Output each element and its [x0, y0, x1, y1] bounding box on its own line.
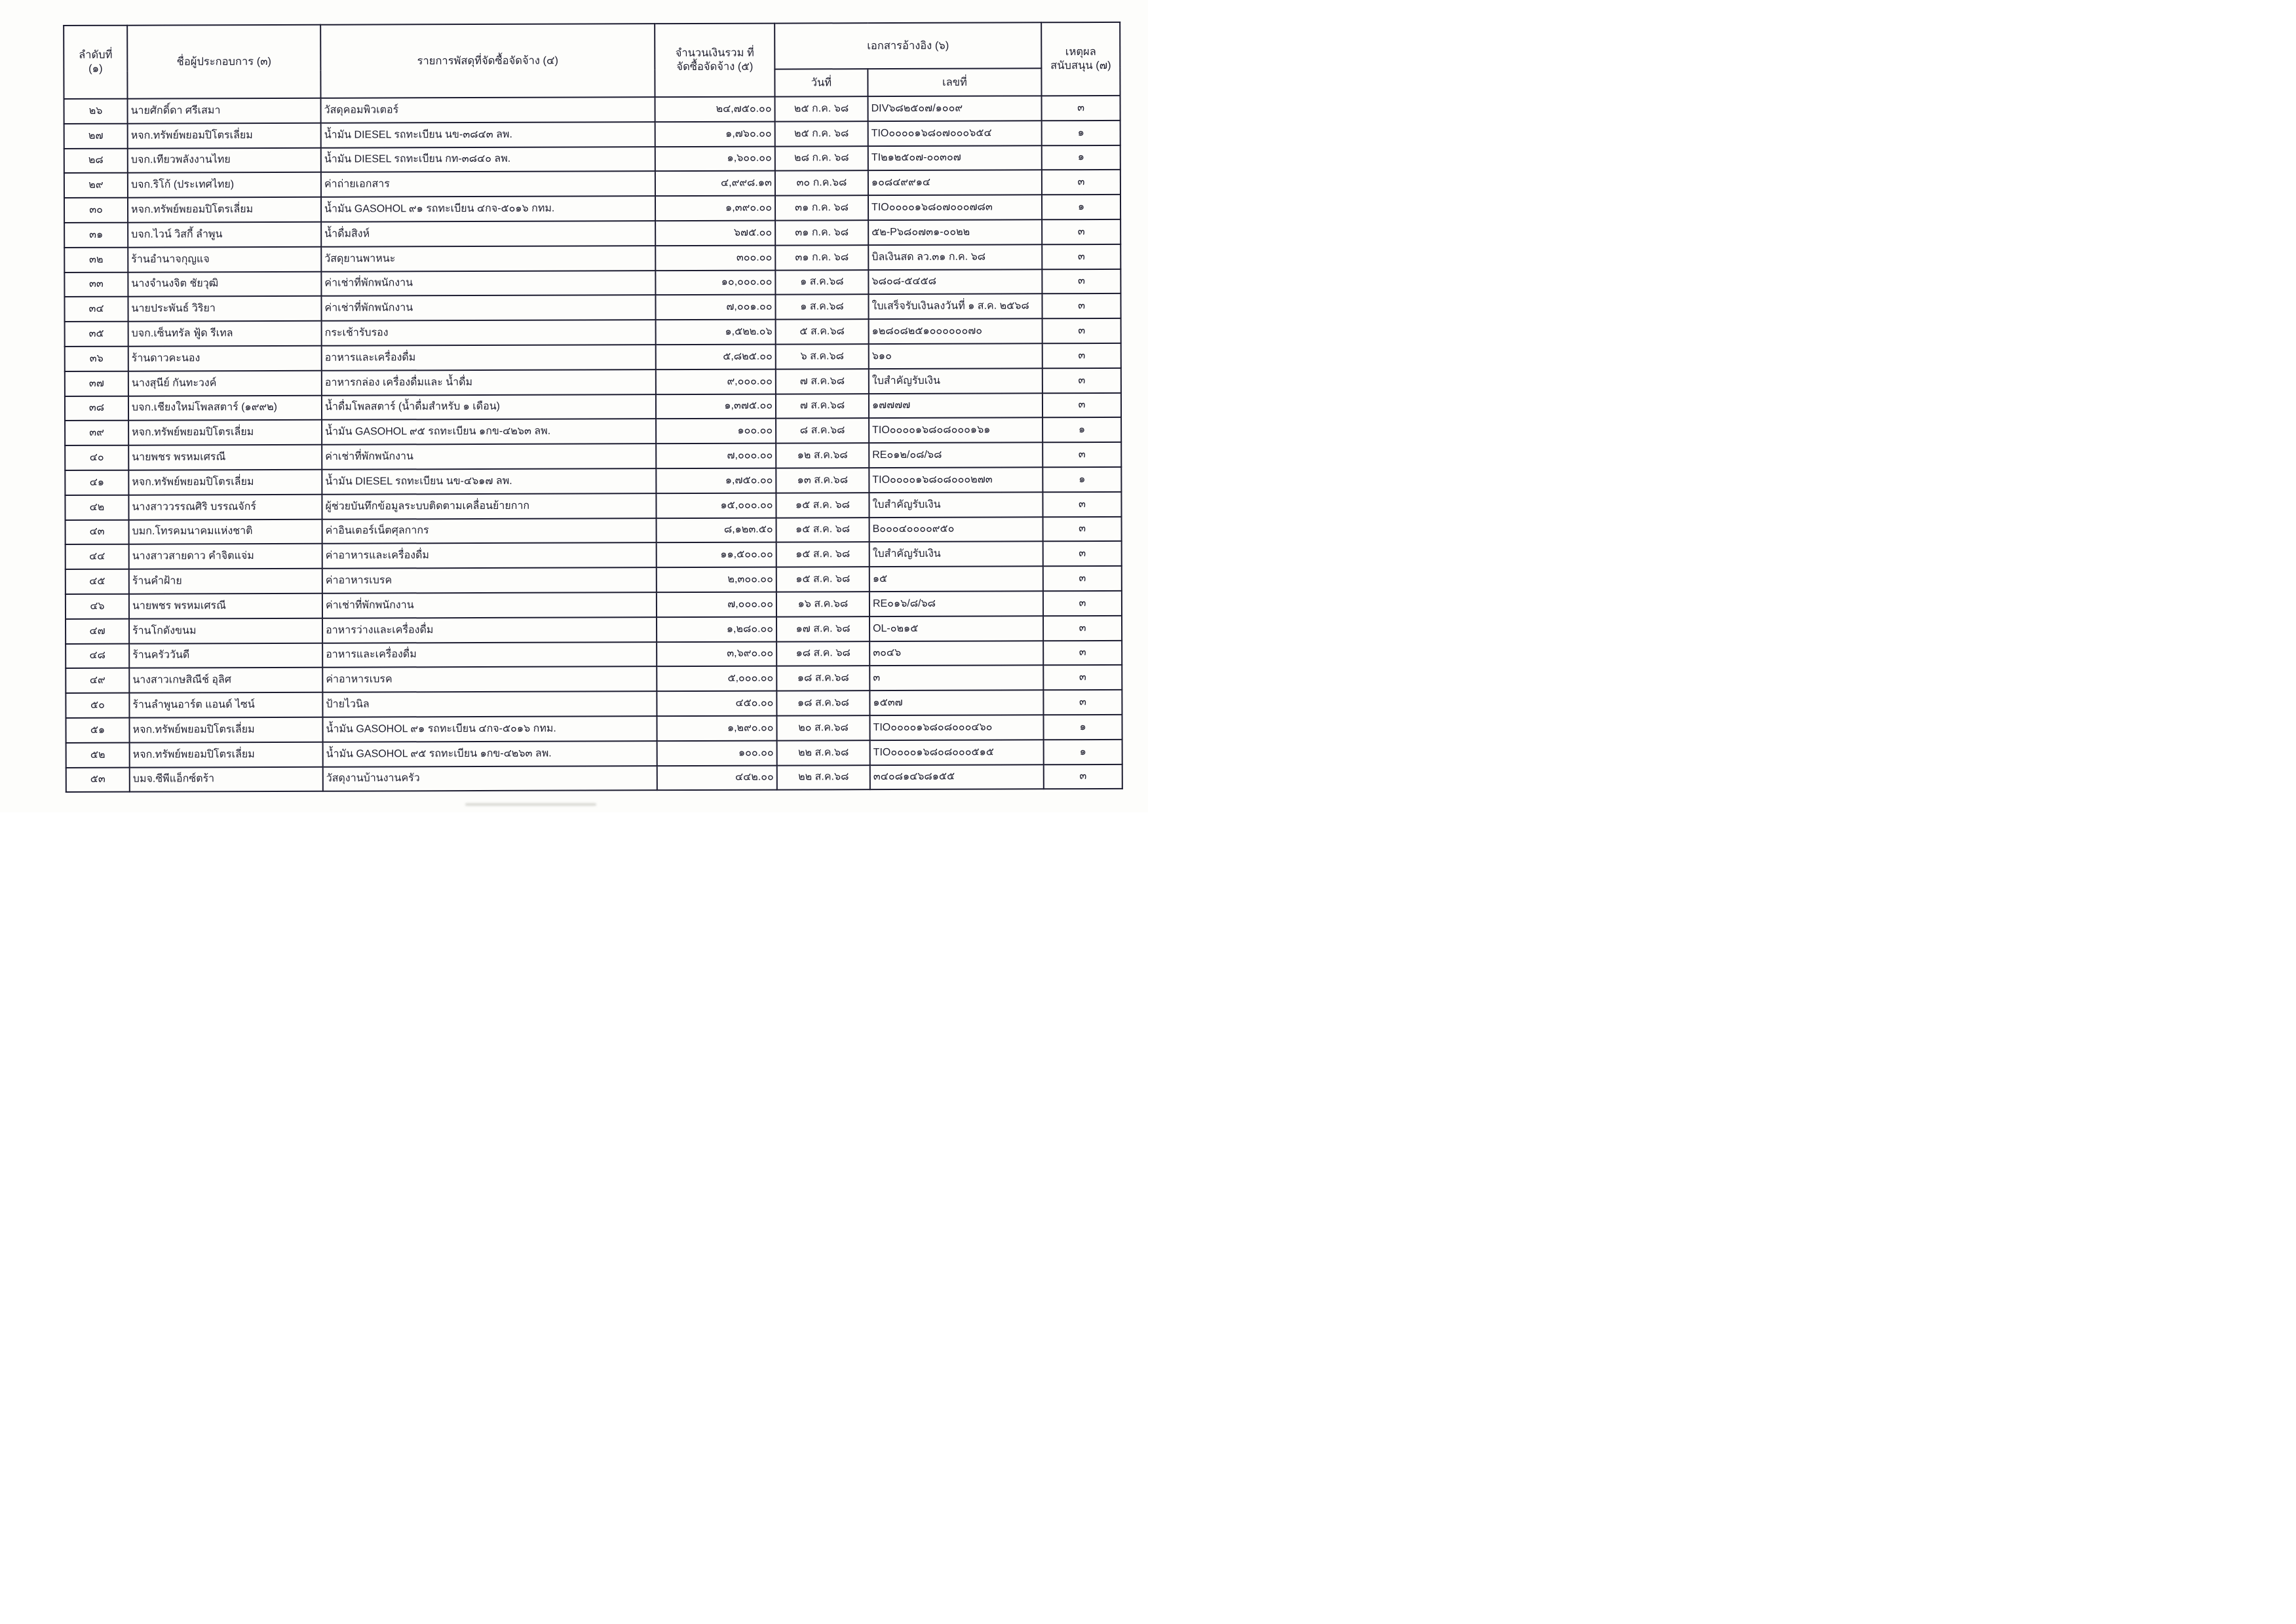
cell-reference-number: B๐๐๐๔๐๐๐๐๙๕๐ [870, 517, 1043, 542]
procurement-table-sheet [63, 22, 1123, 793]
cell-item-description: น้ำมัน GASOHOL ๙๕ รถทะเบียน ๑กข-๔๒๖๓ ลพ. [322, 419, 656, 445]
cell-order-number: ๔๘ [66, 643, 129, 668]
cell-amount: ๓,๖๙๐.๐๐ [657, 641, 776, 666]
cell-reference-date: ๒๘ ก.ค. ๖๘ [775, 146, 868, 171]
cell-reason: ๓ [1042, 96, 1120, 121]
cell-reference-number: บิลเงินสด ลว.๓๑ ก.ค. ๖๘ [868, 244, 1042, 270]
cell-vendor-name: บมจ.ซีพีแอ็กซ์ตร้า [130, 766, 323, 792]
cell-order-number: ๓๑ [64, 223, 128, 248]
cell-reference-number: ๖๑๐ [869, 343, 1043, 369]
cell-reason: ๓ [1044, 764, 1122, 789]
cell-reference-date: ๗ ส.ค.๖๘ [776, 369, 869, 394]
cell-item-description: ค่าอาหารเบรค [322, 567, 657, 593]
cell-amount: ๔๔๒.๐๐ [657, 765, 777, 790]
header-reference-date: วันที่ [775, 69, 868, 96]
cell-reference-date: ๒๒ ส.ค.๖๘ [777, 740, 870, 765]
table-row [66, 740, 1122, 768]
cell-reference-date: ๒๕ ก.ค. ๖๘ [775, 96, 868, 121]
cell-item-description: น้ำมัน GASOHOL ๙๕ รถทะเบียน ๑กข-๔๒๖๓ ลพ. [323, 741, 657, 766]
cell-vendor-name: นายพชร พรหมเศรณี [128, 445, 322, 470]
cell-reason: ๑ [1043, 467, 1121, 492]
table-row [64, 244, 1120, 273]
cell-reference-number: ๑๗๗๗๗ [869, 393, 1043, 419]
cell-reason: ๓ [1043, 640, 1122, 665]
cell-amount: ๑,๒๘๐.๐๐ [657, 616, 776, 641]
cell-vendor-name: นายศักดิ์ดา ศรีเสมา [128, 98, 321, 124]
cell-reference-date: ๑๕ ส.ค. ๖๘ [776, 567, 870, 592]
cell-reason: ๓ [1043, 318, 1121, 343]
table-row [64, 96, 1120, 124]
cell-vendor-name: นายพชร พรหมเศรณี [129, 594, 322, 619]
cell-order-number: ๓๒ [64, 247, 128, 272]
cell-reference-date: ๑๖ ส.ค.๖๘ [776, 592, 870, 616]
cell-item-description: อาหารและเครื่องดื่ม [322, 642, 657, 668]
cell-order-number: ๕๓ [66, 767, 130, 792]
cell-reason: ๓ [1043, 616, 1122, 641]
cell-reference-date: ๘ ส.ค.๖๘ [776, 419, 869, 444]
cell-reference-number: ๓๐๔๖ [870, 641, 1043, 666]
cell-amount: ๑๐๐.๐๐ [657, 740, 777, 765]
cell-item-description: วัสดุงานบ้านงานครัว [323, 766, 657, 791]
cell-order-number: ๕๐ [66, 693, 129, 718]
cell-order-number: ๕๑ [66, 718, 129, 743]
cell-reference-number: TIO๐๐๐๐๑๖๘๐๘๐๐๐๒๗๓ [869, 467, 1043, 493]
cell-item-description: ค่าเช่าที่พักพนักงาน [321, 295, 655, 321]
cell-reason: ๓ [1042, 244, 1120, 269]
cell-reason: ๓ [1043, 591, 1122, 616]
cell-vendor-name: บจก.ไวน์ วิสกี้ ลำพูน [128, 222, 321, 248]
cell-amount: ๔,๙๙๘.๑๓ [655, 171, 775, 196]
cell-item-description: น้ำดื่มโพลสตาร์ (น้ำดื่มสำหรับ ๑ เดือน) [322, 394, 656, 420]
cell-order-number: ๓๔ [64, 297, 128, 322]
cell-item-description: ค่าเช่าที่พักพนักงาน [322, 592, 657, 618]
table-row [65, 343, 1121, 371]
cell-reference-date: ๑ ส.ค.๖๘ [775, 270, 868, 295]
cell-vendor-name: ร้านลำพูนอาร์ต แอนด์ ไซน์ [129, 692, 322, 718]
table-row [66, 591, 1122, 619]
cell-item-description: ค่าอินเตอร์เน็ตศุลกากร [322, 518, 657, 544]
cell-reference-number: TIO๐๐๐๐๑๖๘๐๗๐๐๐๗๘๓ [868, 195, 1042, 220]
cell-item-description: ค่าถ่ายเอกสาร [321, 172, 655, 197]
cell-amount: ๑,๗๖๐.๐๐ [655, 121, 775, 146]
cell-item-description: น้ำมัน DIESEL รถทะเบียน นข-๓๘๔๓ ลพ. [321, 122, 655, 147]
cell-reference-number: ใบสำคัญรับเงิน [869, 368, 1043, 394]
cell-vendor-name: นางสาววรรณศิริ บรรณจักร์ [128, 495, 322, 520]
cell-order-number: ๒๙ [64, 173, 128, 198]
cell-vendor-name: นางจำนงจิต ชัยวุฒิ [128, 271, 321, 297]
cell-reason: ๑ [1042, 121, 1120, 145]
cell-reference-number: ๑๕ [870, 566, 1043, 592]
header-vendor-name: ชื่อผู้ประกอบการ (๓) [127, 25, 320, 99]
table-row [64, 145, 1120, 174]
cell-reason: ๑ [1042, 145, 1120, 170]
table-row [64, 219, 1120, 248]
cell-reference-date: ๓๑ ก.ค. ๖๘ [775, 220, 868, 245]
cell-amount: ๑๑,๕๐๐.๐๐ [657, 542, 776, 567]
scanned-document-page [0, 0, 1148, 812]
table-row [64, 195, 1120, 223]
cell-amount: ๑,๓๙๐.๐๐ [655, 196, 775, 221]
table-row [66, 640, 1122, 668]
cell-reference-number: OL-๐๒๑๕ [870, 616, 1043, 641]
table-row [65, 467, 1121, 495]
cell-reference-date: ๒๐ ส.ค.๖๘ [776, 715, 870, 740]
cell-vendor-name: ร้านครัววันดี [129, 643, 322, 668]
cell-item-description: ค่าเช่าที่พักพนักงาน [322, 444, 656, 469]
cell-amount: ๗,๐๐๑.๐๐ [655, 295, 775, 320]
cell-vendor-name: ร้านโกดังขนม [129, 618, 322, 643]
header-item-description: รายการพัสดุที่จัดซื้อจัดจ้าง (๔) [320, 24, 655, 98]
cell-vendor-name: นางสาวสายดาว คำจิตแจ่ม [129, 544, 322, 569]
cell-reason: ๓ [1042, 293, 1120, 318]
cell-vendor-name: นายประพันธ์ วิริยา [128, 296, 321, 322]
cell-reference-number: ใบสำคัญรับเงิน [870, 542, 1043, 567]
cell-item-description: น้ำมัน GASOHOL ๙๑ รถทะเบียน ๔กจ-๕๐๑๖ กทม. [322, 716, 657, 742]
cell-reference-date: ๑๕ ส.ค. ๖๘ [776, 542, 870, 567]
cell-order-number: ๔๒ [65, 495, 128, 519]
cell-amount: ๙,๐๐๐.๐๐ [656, 369, 776, 394]
cell-order-number: ๓๓ [64, 272, 128, 297]
cell-amount: ๑๐๐.๐๐ [656, 419, 776, 444]
cell-amount: ๓๐๐.๐๐ [655, 245, 775, 270]
cell-amount: ๘,๑๒๓.๕๐ [657, 518, 776, 542]
cell-reason: ๓ [1043, 516, 1122, 541]
cell-reference-date: ๗ ส.ค.๖๘ [776, 394, 869, 419]
cell-amount: ๑,๓๗๕.๐๐ [656, 394, 776, 419]
cell-amount: ๔๕๐.๐๐ [657, 691, 776, 716]
cell-item-description: ค่าอาหารเบรค [322, 666, 657, 692]
header-total-amount: จำนวนเงินรวม ที่ จัดซื้อจัดจ้าง (๕) [655, 24, 775, 98]
cell-reference-date: ๓๑ ก.ค. ๖๘ [775, 245, 868, 270]
cell-order-number: ๔๓ [66, 519, 129, 544]
cell-item-description: ป้ายไวนิล [322, 691, 657, 717]
cell-reason: ๓ [1043, 541, 1122, 566]
cell-item-description: วัสดุยานพาหนะ [321, 246, 655, 271]
cell-reason: ๓ [1043, 368, 1121, 393]
table-row [66, 566, 1122, 594]
cell-reason: ๓ [1043, 566, 1122, 591]
cell-vendor-name: หจก.ทรัพย์พยอมปิโตรเลี่ยม [129, 717, 322, 743]
cell-order-number: ๔๗ [66, 618, 129, 643]
cell-vendor-name: ร้านคำฝ้าย [129, 569, 322, 594]
table-row [65, 442, 1121, 470]
cell-amount: ๖๗๕.๐๐ [655, 221, 775, 246]
cell-reference-date: ๑๘ ส.ค.๖๘ [776, 690, 870, 715]
cell-reason: ๑ [1043, 715, 1122, 740]
cell-amount: ๒๔,๗๕๐.๐๐ [655, 97, 775, 122]
cell-reference-number: TIO๐๐๐๐๑๖๘๐๘๐๐๐๔๖๐ [870, 715, 1043, 740]
cell-reference-date: ๑๘ ส.ค. ๖๘ [776, 641, 870, 666]
cell-vendor-name: บมก.โทรคมนาคมแห่งชาติ [129, 519, 322, 544]
cell-reference-number: ๑๒๘๐๘๒๕๑๐๐๐๐๐๐๗๐ [869, 318, 1043, 344]
cell-vendor-name: หจก.ทรัพย์พยอมปิโตรเลี่ยม [128, 197, 321, 223]
cell-reference-number: ๑๕๓๗ [870, 690, 1043, 715]
cell-order-number: ๔๕ [66, 569, 129, 594]
cell-reference-number: TIO๐๐๐๐๑๖๘๐๘๐๐๐๕๑๕ [870, 740, 1044, 765]
cell-reference-number: TIO๐๐๐๐๑๖๘๐๘๐๐๐๑๖๑ [869, 418, 1043, 444]
table-header [64, 22, 1120, 99]
cell-reference-date: ๑๓ ส.ค.๖๘ [776, 468, 869, 493]
cell-item-description: น้ำมัน DIESEL รถทะเบียน นข-๔๖๑๗ ลพ. [322, 468, 656, 494]
cell-amount: ๕,๐๐๐.๐๐ [657, 666, 776, 691]
cell-reference-date: ๒๒ ส.ค.๖๘ [777, 765, 870, 790]
cell-reference-date: ๑๗ ส.ค. ๖๘ [776, 616, 870, 641]
cell-vendor-name: นางสาวเกษสิณีช์ อุลิศ [129, 668, 322, 693]
table-row [65, 392, 1121, 421]
cell-order-number: ๓๐ [64, 198, 128, 223]
cell-reference-number: ๖๘๐๘-๕๔๕๘ [868, 269, 1042, 295]
cell-amount: ๑,๗๕๐.๐๐ [656, 468, 776, 493]
cell-reference-number: ๓๔๐๘๑๔๖๘๑๕๕ [870, 765, 1044, 790]
table-row [66, 541, 1122, 569]
cell-vendor-name: หจก.ทรัพย์พยอมปิโตรเลี่ยม [128, 123, 321, 149]
cell-item-description: น้ำมัน GASOHOL ๙๑ รถทะเบียน ๔กจ-๕๐๑๖ กทม. [321, 196, 655, 221]
cell-reference-number: ๑๐๘๔๙๙๑๔ [868, 170, 1042, 196]
cell-reference-number: ใบเสร็จรับเงินลงวันที่ ๑ ส.ค. ๒๕๖๘ [868, 294, 1042, 320]
cell-amount: ๕,๘๒๕.๐๐ [656, 345, 776, 369]
cell-order-number: ๓๙ [65, 421, 128, 445]
cell-reference-date: ๕ ส.ค.๖๘ [776, 319, 869, 344]
table-row [65, 318, 1121, 347]
cell-vendor-name: บจก.เทียวพลังงานไทย [128, 147, 321, 173]
procurement-table [63, 22, 1123, 793]
cell-item-description: ค่าอาหารและเครื่องดื่ม [322, 543, 657, 569]
cell-reference-number: ๓ [870, 666, 1043, 691]
cell-item-description: น้ำมัน DIESEL รถทะเบียน กท-๓๘๔๐ ลพ. [321, 147, 655, 172]
cell-order-number: ๒๘ [64, 148, 128, 173]
table-row [66, 764, 1122, 792]
cell-order-number: ๓๕ [65, 322, 128, 347]
table-body [64, 96, 1122, 792]
table-row [65, 492, 1121, 520]
cell-item-description: กระเช้ารับรอง [322, 320, 656, 345]
cell-amount: ๗,๐๐๐.๐๐ [657, 592, 776, 617]
cell-item-description: น้ำดื่มสิงห์ [321, 221, 655, 246]
table-row [66, 516, 1122, 544]
cell-order-number: ๔๔ [66, 544, 129, 569]
cell-reason: ๓ [1042, 269, 1120, 294]
cell-order-number: ๓๖ [65, 347, 128, 371]
cell-order-number: ๒๗ [64, 123, 128, 148]
cell-vendor-name: บจก.เซ็นทรัล ฟู้ด รีเทล [128, 321, 322, 347]
table-row [64, 170, 1120, 198]
cell-amount: ๑๐,๐๐๐.๐๐ [655, 270, 775, 295]
cell-reference-date: ๑๕ ส.ค. ๖๘ [776, 518, 870, 542]
cell-reason: ๑ [1043, 417, 1121, 442]
cell-reference-number: RE๐๑๖/๘/๖๘ [870, 591, 1043, 616]
cell-vendor-name: ร้านดาวคะนอง [128, 346, 322, 371]
table-row [65, 368, 1121, 396]
scan-artifact [465, 803, 596, 806]
header-supporting-reason: เหตุผล สนับสนุน (๗) [1041, 22, 1120, 96]
cell-reference-number: TI๒๑๒๕๐๗-๐๐๓๐๗ [868, 145, 1042, 171]
header-reference-documents: เอกสารอ้างอิง (๖) [775, 22, 1041, 69]
cell-reference-date: ๒๕ ก.ค. ๖๘ [775, 121, 868, 146]
cell-vendor-name: หจก.ทรัพย์พยอมปิโตรเลี่ยม [130, 742, 323, 767]
table-row [66, 690, 1122, 718]
cell-item-description: วัสดุคอมพิวเตอร์ [321, 97, 655, 123]
cell-item-description: อาหารว่างและเครื่องดื่ม [322, 617, 657, 643]
cell-reason: ๓ [1043, 690, 1122, 715]
cell-reference-number: RE๐๑๒/๐๘/๖๘ [869, 442, 1043, 468]
cell-item-description: ค่าเช่าที่พักพนักงาน [321, 271, 655, 296]
cell-amount: ๑,๖๐๐.๐๐ [655, 146, 775, 171]
cell-vendor-name: หจก.ทรัพย์พยอมปิโตรเลี่ยม [128, 470, 322, 495]
cell-reason: ๓ [1042, 170, 1120, 195]
cell-vendor-name: บจก.เชียงใหม่โพลสตาร์ (๑๙๙๒) [128, 395, 322, 421]
table-row [64, 293, 1120, 322]
header-reference-number: เลขที่ [868, 68, 1041, 96]
cell-item-description: ผู้ช่วยบันทึกข้อมูลระบบติดตามเคลื่อนย้ายกาก [322, 493, 656, 519]
cell-reference-date: ๓๑ ก.ค. ๖๘ [775, 195, 868, 220]
cell-reason: ๑ [1044, 740, 1122, 765]
cell-amount: ๒,๓๐๐.๐๐ [657, 567, 776, 592]
cell-reference-date: ๖ ส.ค.๖๘ [776, 344, 869, 369]
cell-item-description: อาหารกล่อง เครื่องดื่มและ น้ำดื่ม [322, 369, 656, 395]
cell-vendor-name: หจก.ทรัพย์พยอมปิโตรเลี่ยม [128, 420, 322, 445]
cell-order-number: ๔๙ [66, 668, 129, 693]
cell-reason: ๓ [1042, 219, 1120, 244]
cell-amount: ๑,๕๒๒.๐๖ [656, 320, 776, 345]
cell-reference-number: ใบสำคัญรับเงิน [869, 492, 1043, 518]
cell-vendor-name: นางสุนีย์ กันทะวงค์ [128, 371, 322, 396]
table-row [66, 616, 1122, 644]
cell-reason: ๓ [1043, 392, 1121, 417]
table-row [64, 269, 1120, 297]
cell-order-number: ๔๐ [65, 445, 128, 470]
header-order-number: ลำดับที่ (๑) [64, 26, 127, 99]
cell-reference-number: ๕๒-P๖๘๐๗๓๑-๐๐๒๒ [868, 219, 1042, 245]
cell-reference-date: ๑๘ ส.ค.๖๘ [776, 666, 870, 690]
cell-reason: ๓ [1043, 343, 1121, 368]
cell-vendor-name: ร้านอำนาจกุญแจ [128, 247, 321, 273]
cell-order-number: ๓๘ [65, 396, 128, 421]
cell-order-number: ๕๒ [66, 742, 130, 767]
table-row [66, 665, 1122, 693]
cell-reference-number: TIO๐๐๐๐๑๖๘๐๗๐๐๐๖๕๔ [868, 121, 1042, 146]
cell-reference-date: ๓๐ ก.ค.๖๘ [775, 171, 868, 196]
cell-order-number: ๓๗ [65, 371, 128, 396]
cell-reference-date: ๑ ส.ค.๖๘ [775, 295, 868, 320]
cell-amount: ๑๕,๐๐๐.๐๐ [656, 493, 776, 518]
table-row [64, 121, 1120, 149]
cell-reference-date: ๑๕ ส.ค. ๖๘ [776, 493, 869, 518]
cell-reason: ๓ [1043, 492, 1121, 517]
table-row [65, 417, 1121, 445]
cell-amount: ๑,๒๙๐.๐๐ [657, 716, 776, 741]
cell-reason: ๓ [1043, 442, 1121, 467]
cell-reference-number: DIV๖๘๒๕๐๗/๑๐๐๙ [868, 96, 1042, 121]
cell-order-number: ๒๖ [64, 99, 128, 124]
cell-reason: ๑ [1042, 195, 1120, 219]
cell-reference-date: ๑๒ ส.ค.๖๘ [776, 443, 869, 468]
cell-vendor-name: บจก.ริโก้ (ประเทศไทย) [128, 172, 321, 198]
cell-reason: ๓ [1043, 665, 1122, 690]
table-row [66, 715, 1122, 743]
cell-item-description: อาหารและเครื่องดื่ม [322, 345, 656, 370]
cell-order-number: ๔๑ [65, 470, 128, 495]
cell-order-number: ๔๖ [66, 594, 129, 619]
cell-amount: ๗,๐๐๐.๐๐ [656, 444, 776, 468]
